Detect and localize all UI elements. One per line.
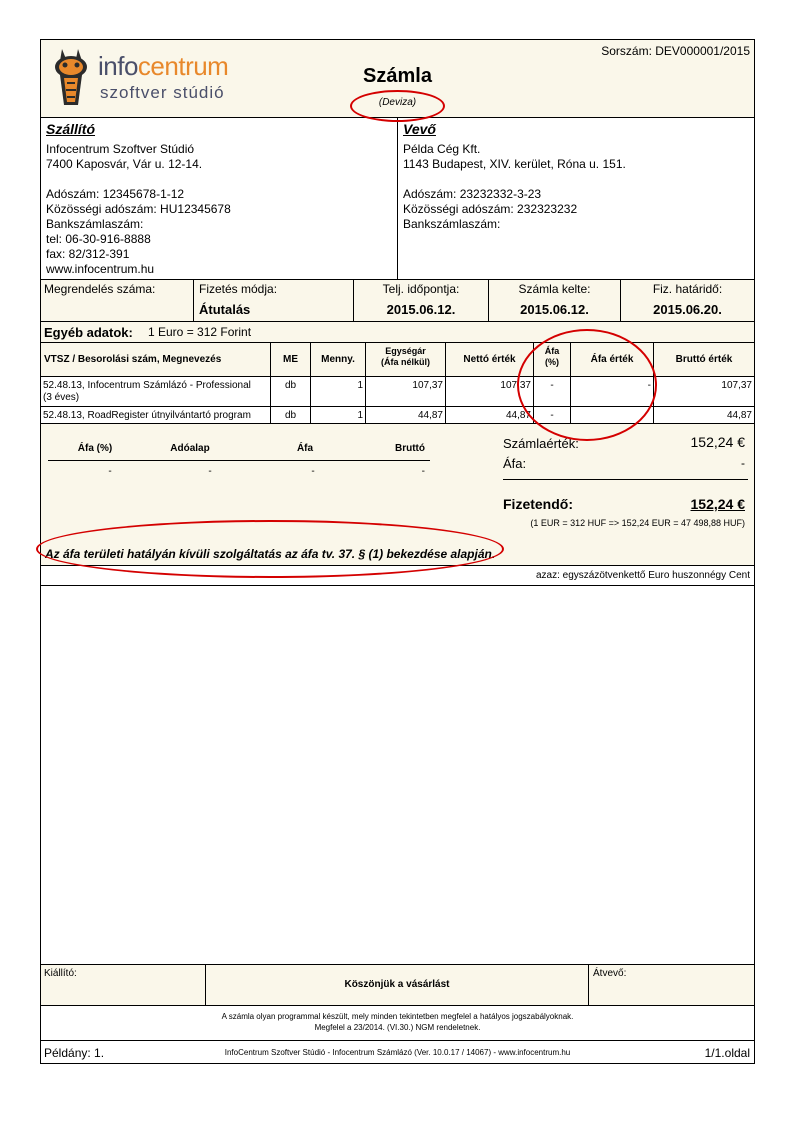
col-header-unit-price: Egységár: [385, 346, 426, 356]
vat-summary-divider: [48, 460, 430, 461]
page-title: Számla: [363, 65, 432, 87]
totals-vat-value: -: [741, 456, 745, 470]
divider: [588, 964, 589, 1005]
performance-date-value: 2015.06.12.: [386, 302, 456, 317]
annotation-circle-vat: [517, 329, 657, 441]
divider: [40, 321, 755, 322]
invoice-currency-subtitle: (Deviza): [378, 97, 417, 108]
seller-name: Infocentrum Szoftver Stúdió: [46, 142, 195, 156]
buyer-bank-account: Bankszámlaszám:: [403, 217, 501, 231]
logo-text-info: info: [98, 51, 138, 81]
divider: [40, 342, 755, 343]
payment-method-value: Átutalás: [199, 302, 251, 317]
seller-address: 7400 Kaposvár, Vár u. 12-14.: [46, 157, 203, 171]
legal-note-1: A számla olyan programmal készült, mely minden tekintetben megfelel a hatályos jogszabályoknak.: [221, 1012, 574, 1021]
issue-date-label: Számla kelte:: [518, 282, 591, 296]
table-row-2-unit: db: [284, 410, 297, 421]
page-number: 1/1.oldal: [704, 1046, 750, 1060]
other-data-value: 1 Euro = 312 Forint: [148, 325, 252, 339]
divider: [40, 1005, 755, 1006]
col-header-vat-value: Áfa érték: [590, 354, 634, 365]
vat-summary-vat: -: [311, 466, 315, 477]
payable-label: Fizetendő:: [503, 496, 573, 512]
vat-summary-base: -: [208, 466, 212, 477]
buyer-tax-id: Adószám: 23232332-3-23: [403, 187, 542, 201]
table-row-1-gross: 107,37: [721, 380, 752, 391]
table-row-1-net: 107,37: [500, 380, 531, 391]
vat-summary-header-gross: Bruttó: [395, 443, 425, 454]
table-row-1-qty: 1: [357, 380, 363, 391]
company-logo: [48, 45, 233, 107]
seller-tax-id: Adószám: 12345678-1-12: [46, 187, 185, 201]
divider: [40, 423, 755, 424]
divider: [40, 585, 755, 586]
issue-date-value: 2015.06.12.: [520, 302, 589, 317]
receiver-label: Átvevő:: [593, 968, 627, 979]
invoice-value-label: Számlaérték:: [503, 436, 579, 451]
table-row-2-name: 52.48.13, RoadRegister útnyilvántartó program: [43, 410, 251, 421]
table-row-2-unit-price: 44,87: [417, 410, 443, 421]
due-date-label: Fiz. határidő:: [652, 282, 723, 296]
vat-summary-pct: -: [108, 466, 112, 477]
giraffe-logo-icon: [48, 45, 96, 107]
col-header-vat-pct-unit: (%): [545, 357, 559, 367]
due-date-value: 2015.06.20.: [653, 302, 722, 317]
divider: [193, 279, 194, 321]
copy-number: Példány: 1.: [44, 1046, 105, 1060]
buyer-name: Példa Cég Kft.: [403, 142, 481, 156]
vat-summary-header-base: Adóalap: [170, 443, 210, 454]
col-header-gross: Bruttó érték: [675, 354, 733, 365]
table-row-2-net: 44,87: [505, 410, 531, 421]
logo-subtitle: szoftver stúdió: [100, 83, 225, 102]
vat-summary-gross: -: [421, 466, 425, 477]
legal-note-2: Megfelel a 23/2014. (VI.30.) NGM rendeletnek.: [314, 1023, 481, 1032]
table-row-1-unit-price: 107,37: [412, 380, 443, 391]
annotation-circle-note: [36, 520, 504, 578]
buyer-eu-tax-id: Közösségi adószám: 232323232: [403, 202, 578, 216]
divider: [40, 964, 755, 965]
order-number-label: Megrendelés száma:: [44, 282, 156, 296]
col-header-vat-pct: Áfa: [544, 346, 560, 356]
seller-eu-tax-id: Közösségi adószám: HU12345678: [46, 202, 231, 216]
amount-in-words: azaz: egyszázötvenkettő Euro huszonnégy Cent: [535, 570, 750, 581]
thanks-message: Köszönjük a vásárlást: [344, 979, 450, 990]
buyer-address: 1143 Budapest, XIV. kerület, Róna u. 151.: [403, 157, 626, 171]
table-row-2-qty: 1: [357, 410, 363, 421]
divider: [40, 279, 755, 280]
vat-summary-header-pct: Áfa (%): [77, 443, 113, 454]
table-row-2-vat-pct: -: [550, 410, 554, 421]
seller-bank-account: Bankszámlaszám:: [46, 217, 144, 231]
col-header-unit-price-note: (Áfa nélkül): [380, 357, 430, 367]
col-header-net: Nettó érték: [463, 354, 516, 365]
seller-phone: tel: 06-30-916-8888: [46, 232, 151, 246]
vat-exemption-note: Az áfa területi hatályán kívüli szolgáltatás az áfa tv. 37. § (1) bekezdése alapján.: [45, 547, 496, 561]
table-row-1-name-note: (3 éves): [43, 392, 80, 403]
logo-text-centrum: centrum: [137, 51, 229, 81]
payable-value: 152,24 €: [690, 496, 745, 512]
issuer-label: Kiállító:: [44, 968, 77, 979]
table-row-1-vat-value: -: [647, 380, 651, 391]
table-row-1-unit: db: [284, 380, 297, 391]
other-data-label: Egyéb adatok:: [44, 325, 133, 340]
currency-conversion: (1 EUR = 312 HUF => 152,24 EUR = 47 498,88 HUF): [530, 518, 745, 528]
vat-summary-header-vat: Áfa: [296, 443, 314, 454]
seller-website: www.infocentrum.hu: [46, 262, 155, 276]
table-row-1-name: 52.48.13, Infocentrum Számlázó - Professional: [43, 380, 251, 391]
table-row-2-gross: 44,87: [726, 410, 752, 421]
col-header-qty: Menny.: [321, 354, 355, 365]
software-info: InfoCentrum Szoftver Stúdió - Infocentrum Számlázó (Ver. 10.0.17 / 14067) - www.infocentrum.hu: [224, 1048, 571, 1057]
divider: [40, 1040, 755, 1041]
invoice-value: 152,24 €: [690, 434, 745, 450]
col-header-unit: ME: [283, 354, 298, 365]
annotation-circle-currency: [350, 90, 445, 122]
col-header-name: VTSZ / Besorolási szám, Megnevezés: [44, 354, 222, 365]
buyer-heading: Vevő: [403, 121, 436, 137]
totals-vat-label: Áfa:: [503, 456, 527, 471]
divider: [397, 117, 398, 279]
seller-heading: Szállító: [46, 121, 96, 137]
performance-date-label: Telj. időpontja:: [382, 282, 460, 296]
invoice-serial: Sorszám: DEV000001/2015: [601, 44, 750, 58]
payment-method-label: Fizetés módja:: [199, 282, 278, 296]
table-row-1-vat-pct: -: [550, 380, 554, 391]
seller-fax: fax: 82/312-391: [46, 247, 130, 261]
totals-divider: [503, 479, 748, 480]
